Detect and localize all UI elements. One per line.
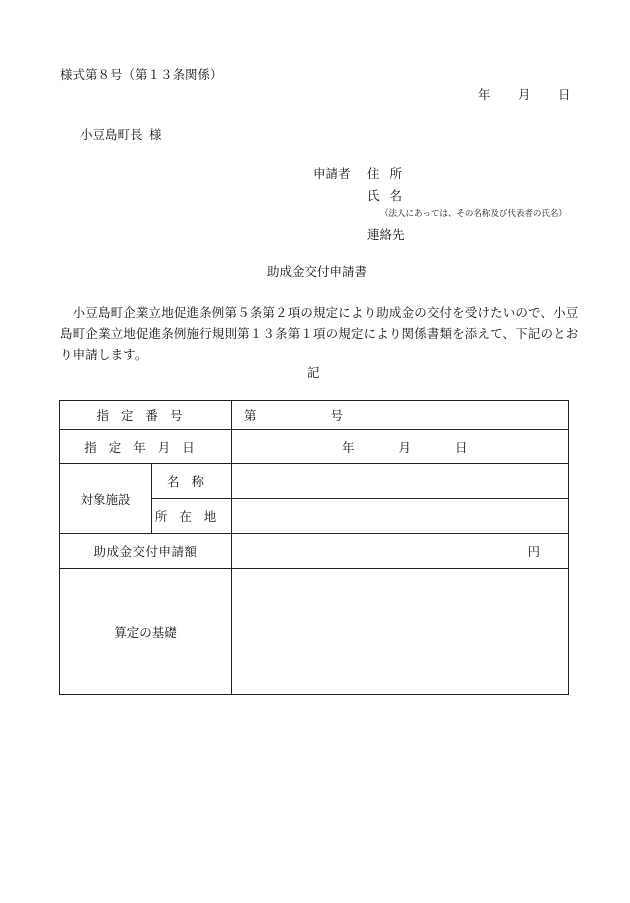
designation-number-prefix: 第 — [244, 408, 257, 423]
table-row-designation-number — [60, 401, 569, 430]
facility-location-cell[interactable] — [232, 499, 569, 534]
designation-number-cell[interactable] — [232, 401, 569, 430]
date-month-label: 月 — [518, 87, 531, 102]
facility-label: 対象施設 — [60, 464, 152, 534]
facility-name-cell[interactable] — [232, 464, 569, 499]
form-number: 様式第８号（第１３条関係） — [60, 67, 223, 82]
designation-date-year: 年 — [342, 439, 355, 455]
amount-label: 助成金交付申請額 — [60, 534, 232, 569]
basis-cell[interactable] — [232, 569, 569, 695]
address-label: 住所 — [367, 166, 413, 181]
facility-location-label: 所在地 — [152, 499, 232, 534]
addressee-name: 小豆島町長 — [80, 127, 143, 142]
date-year-label: 年 — [478, 87, 491, 102]
designation-number-suffix: 号 — [330, 408, 344, 423]
ki-label: 記 — [307, 365, 320, 380]
amount-cell[interactable] — [232, 534, 569, 569]
document-title: 助成金交付申請書 — [267, 264, 368, 279]
contact-label: 連絡先 — [367, 227, 405, 242]
table-row-facility-name — [60, 464, 569, 499]
designation-date-day: 日 — [455, 439, 468, 455]
corporate-note: （法人にあっては、その名称及び代表者の氏名） — [380, 209, 567, 219]
table-row-basis — [60, 569, 569, 695]
designation-number-label: 指定番号 — [60, 401, 232, 430]
body-paragraph: 小豆島町企業立地促進条例第５条第２項の規定により助成金の交付を受けたいので、小豆島町企業立地促進条例施行規則第１３条第１項の規定により関係書類を添えて、下記のとおり申請します。 — [60, 305, 579, 362]
applicant-label: 申請者 — [313, 166, 351, 181]
table-row-amount — [60, 534, 569, 569]
table-row-designation-date — [60, 430, 569, 464]
name-label: 氏名 — [367, 188, 413, 203]
designation-date-month: 月 — [398, 439, 412, 455]
facility-name-label: 名称 — [152, 464, 232, 499]
designation-date-label: 指定年月日 — [60, 430, 232, 464]
basis-label: 算定の基礎 — [60, 569, 232, 695]
designation-date-cell[interactable] — [232, 430, 569, 464]
amount-unit: 円 — [527, 544, 541, 559]
application-table — [59, 400, 569, 695]
addressee-honorific: 様 — [149, 127, 162, 142]
date-day-label: 日 — [558, 87, 571, 102]
